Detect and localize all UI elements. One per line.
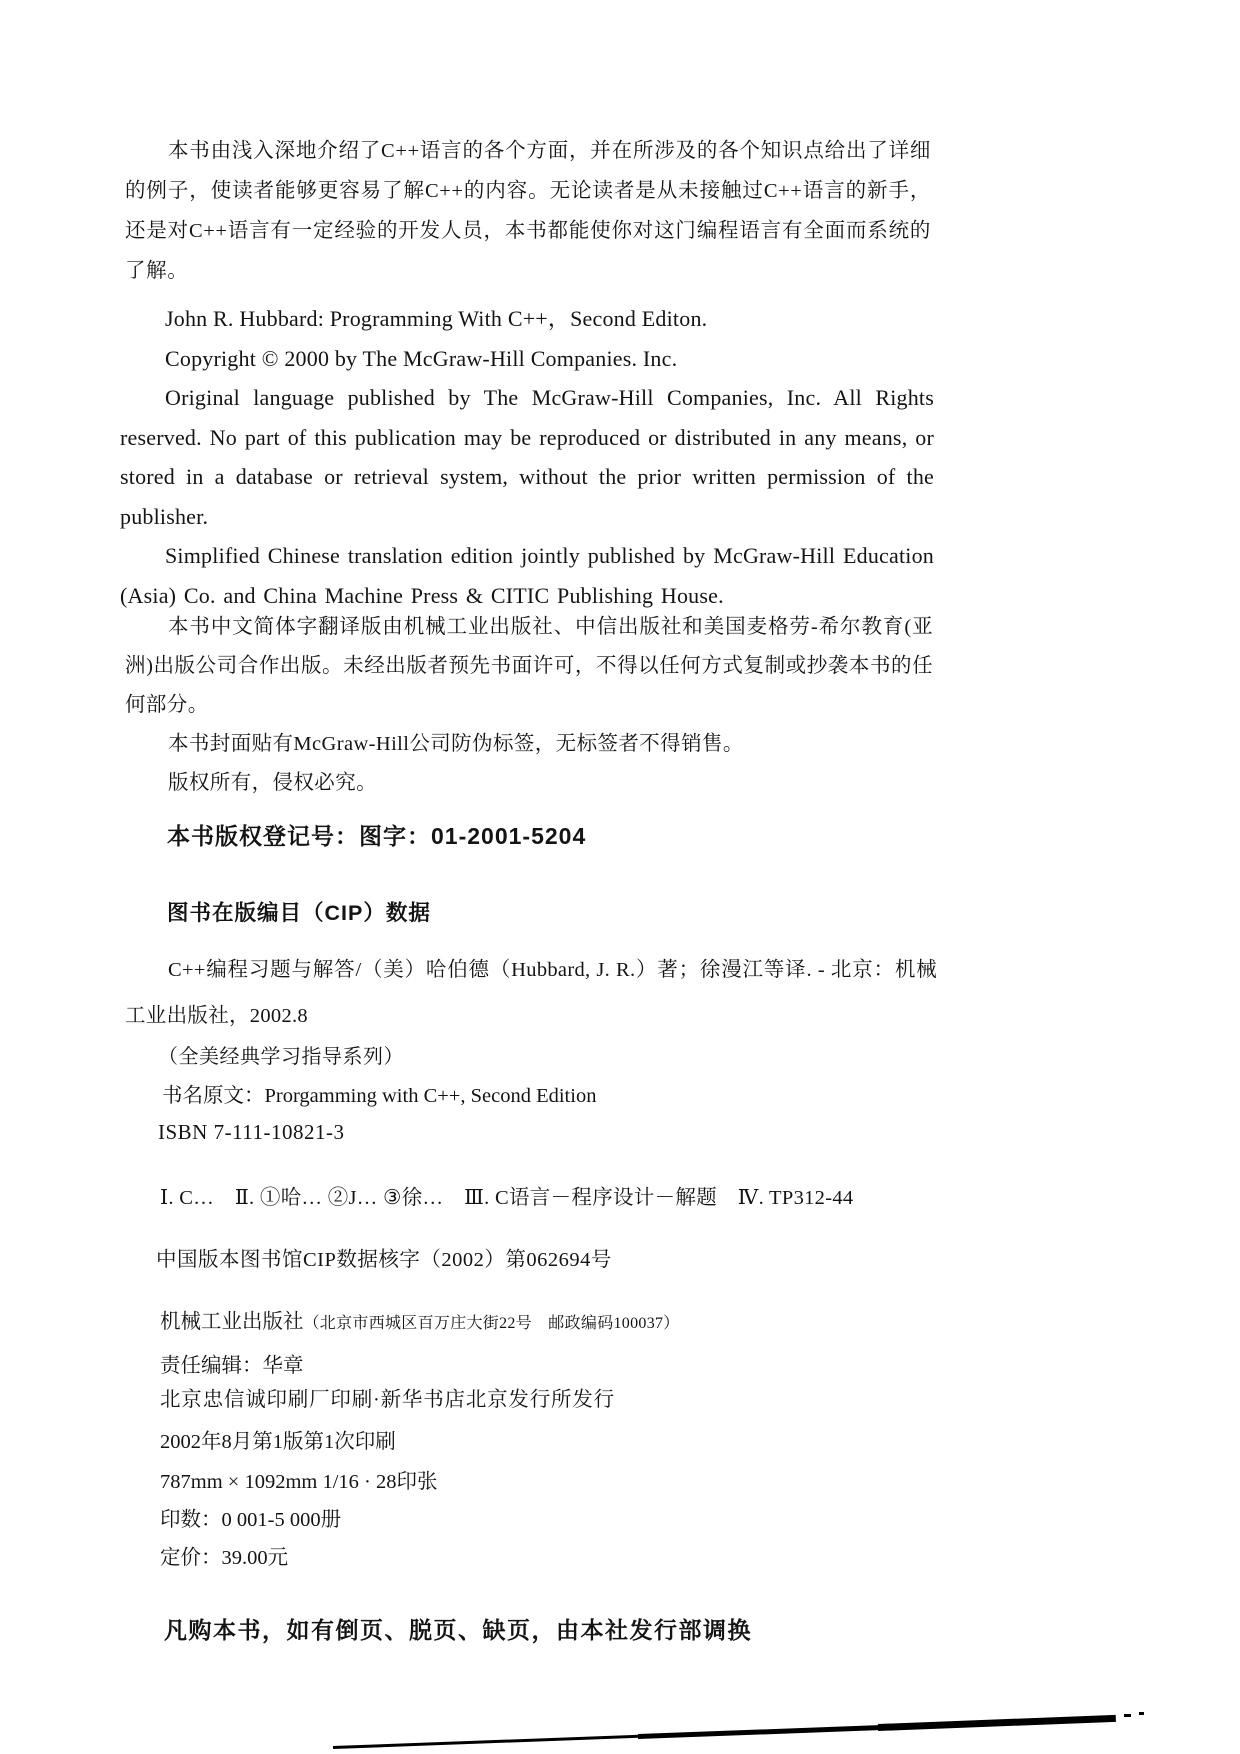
editor-line: 责任编辑：华章	[160, 1355, 304, 1377]
english-copyright-line: Copyright © 2000 by The McGraw-Hill Companies. Inc.	[165, 345, 678, 371]
english-translation-paragraph: Simplified Chinese translation edition jointly published by McGraw-Hill Education (Asia) Co. and China Machine Press & CITIC Publishing House.	[120, 543, 934, 608]
scan-artifact-line	[333, 1735, 641, 1749]
isbn-line: ISBN 7-111-10821-3	[158, 1120, 345, 1144]
english-copyright-block	[120, 299, 934, 615]
cip-record-number-line: 中国版本图书馆CIP数据核字（2002）第062694号	[156, 1249, 612, 1271]
chinese-rights-paragraph: 本书中文简体字翻译版由机械工业出版社、中信出版社和美国麦格劳-希尔教育(亚洲)出版公司合作出版。未经出版者预先书面许可，不得以任何方式复制或抄袭本书的任何部分。	[125, 616, 933, 716]
price-line: 定价：39.00元	[160, 1547, 289, 1569]
scan-artifact-line	[638, 1725, 882, 1739]
copyright-registration-number: 本书版权登记号：图字：01-2001-5204	[167, 823, 587, 849]
anticounterfeit-sticker-line: 本书封面贴有McGraw-Hill公司防伪标签，无标签者不得销售。	[168, 733, 744, 755]
print-run-line: 印数：0 001-5 000册	[160, 1509, 342, 1531]
publisher-address: （北京市西城区百万庄大街22号 邮政编码100037）	[303, 1315, 680, 1332]
chinese-rights-block	[125, 608, 933, 803]
original-title-line: 书名原文：Prorgamming with C++, Second Edition	[162, 1085, 597, 1107]
publisher-line	[160, 1304, 680, 1334]
cip-heading: 图书在版编目（CIP）数据	[167, 901, 431, 925]
all-rights-reserved-line: 版权所有，侵权必究。	[168, 772, 377, 794]
publisher-name: 机械工业出版社	[160, 1311, 304, 1333]
intro-paragraph: 本书由浅入深地介绍了C++语言的各个方面，并在所涉及的各个知识点给出了详细的例子，使读者能够更容易了解C++的内容。无论读者是从未接触过C++语言的新手，还是对C++语言有一定经验的开发人员，本书都能使你对这门编程语言有全面而系统的了解。	[125, 140, 931, 282]
cip-classification-line: Ⅰ. C… Ⅱ. ①哈… ②J… ③徐… Ⅲ. C语言－程序设计－解题 Ⅳ. TP312-44	[160, 1187, 854, 1209]
printer-line: 北京忠信诚印刷厂印刷·新华书店北京发行所发行	[160, 1389, 615, 1411]
cip-catalog-entry: C++编程习题与解答/（美）哈伯德（Hubbard, J. R.）著；徐漫江等译. - 北京：机械工业出版社，2002.8	[125, 959, 937, 1027]
series-title-line: （全美经典学习指导系列）	[158, 1046, 404, 1068]
defective-copy-exchange-notice: 凡购本书，如有倒页、脱页、缺页，由本社发行部调换	[164, 1617, 752, 1643]
english-rights-paragraph: Original language published by The McGraw-Hill Companies, Inc. All Rights reserved. No part of this publication may be reproduced or distributed in any means, or stored in a database or retrieval system, without the prior written permission of the publisher.	[120, 385, 934, 529]
scan-artifact-speck	[1139, 1712, 1144, 1715]
scan-artifact-speck	[1124, 1714, 1131, 1717]
edition-line: 2002年8月第1版第1次印刷	[160, 1431, 396, 1453]
english-title-line: John R. Hubbard: Programming With C++，Second Editon.	[165, 306, 708, 331]
scan-artifact-line	[878, 1715, 1116, 1731]
book-format-line: 787mm × 1092mm 1/16 · 28印张	[160, 1471, 438, 1493]
